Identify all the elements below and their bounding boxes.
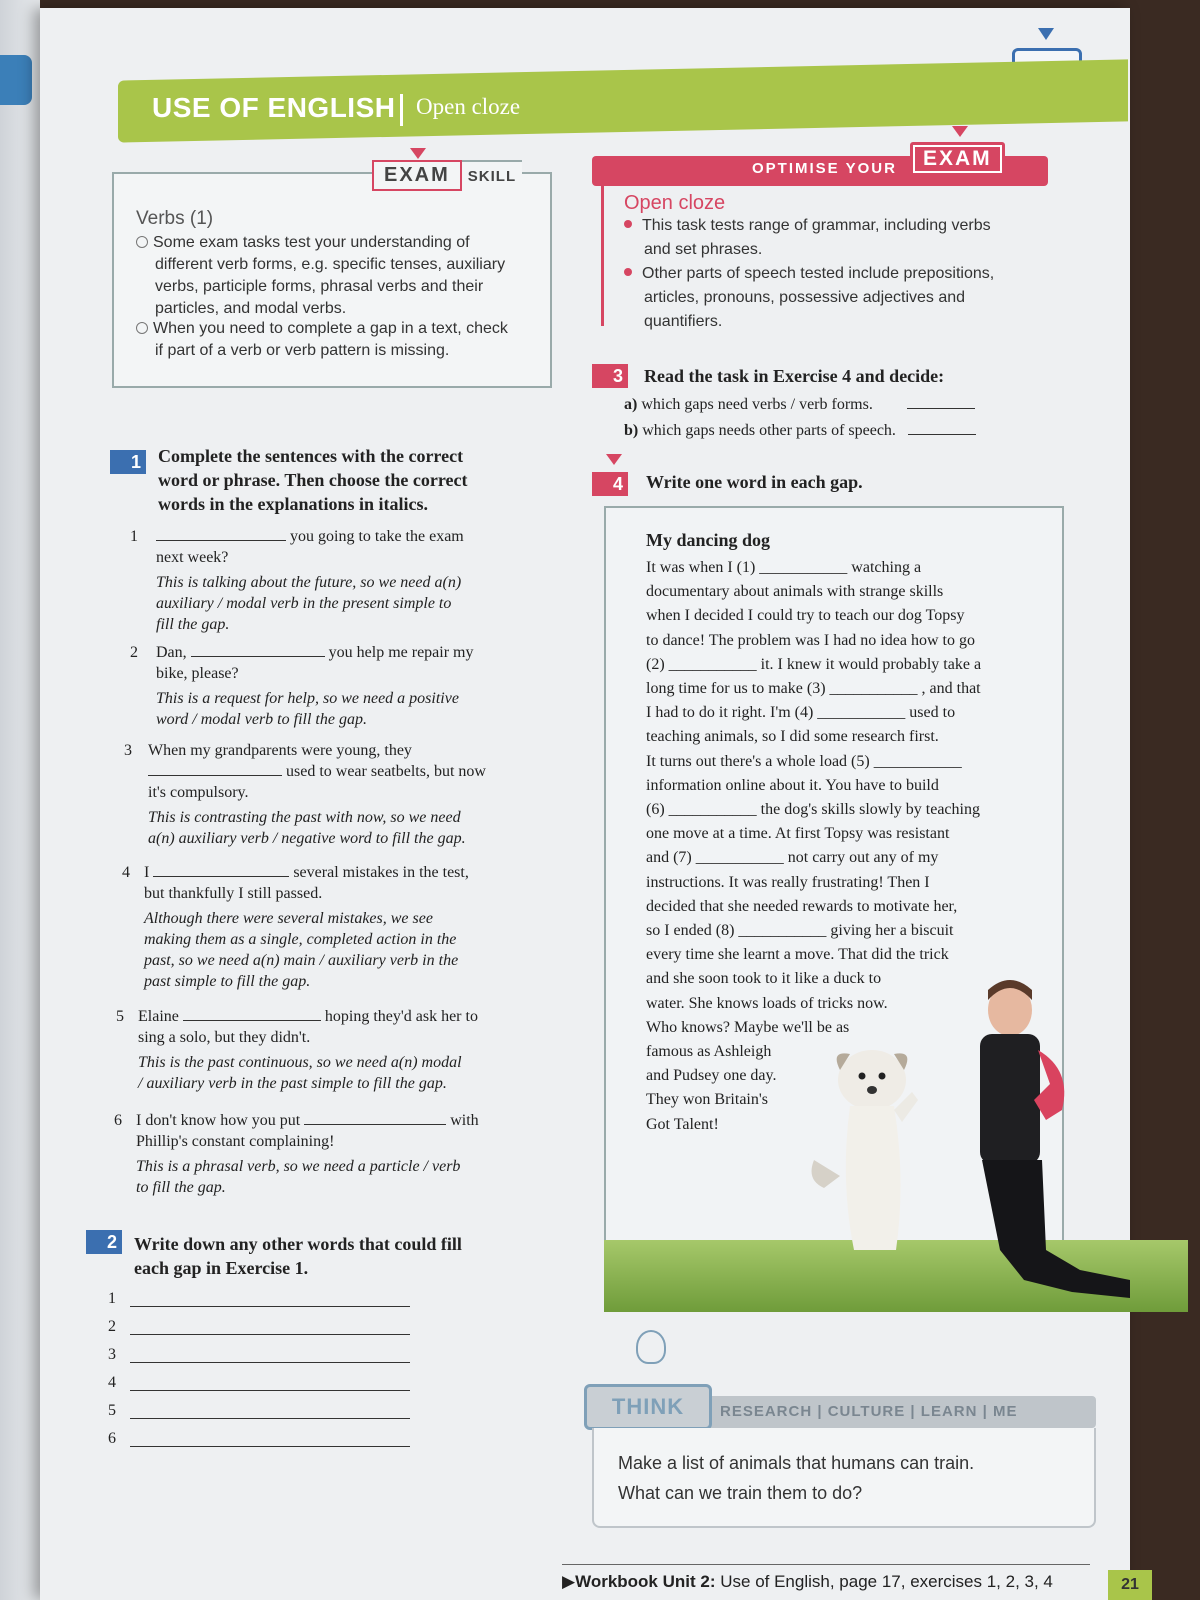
- lightbulb-icon: [636, 1330, 666, 1364]
- optimise-item: This task tests range of grammar, including verbs and set phrases.: [624, 214, 1054, 262]
- page-tab: [0, 55, 32, 105]
- answer-blank[interactable]: [148, 762, 282, 776]
- bullet-dot-icon: [624, 268, 632, 276]
- exam-skill-label: [372, 160, 522, 191]
- exercise-4-number: 4: [592, 472, 628, 496]
- page-gutter: [0, 0, 40, 1600]
- exercise-2-number: 2: [86, 1230, 122, 1254]
- answer-line[interactable]: 6: [108, 1430, 116, 1452]
- skill-item: Some exam tasks test your understanding of different verb forms, e.g. specific tenses, auxiliary verbs, participle forms, phrasal verbs and their particles, and modal verbs.: [136, 232, 536, 320]
- exercise-1-item: 6 I don't know how you put with Phillip's constant complaining! This is a phrasal verb, so we need a particle / verb to fill the gap.: [114, 1112, 479, 1196]
- answer-blank[interactable]: [183, 1007, 321, 1021]
- answer-blank[interactable]: [907, 395, 975, 409]
- think-text: Make a list of animals that humans can train. What can we train them to do?: [618, 1453, 975, 1503]
- answer-line[interactable]: 3: [108, 1346, 116, 1368]
- bullet-dot-icon: [624, 220, 632, 228]
- answer-blank[interactable]: [908, 421, 976, 435]
- exercise-1-instruction: Complete the sentences with the correct word or phrase. Then choose the correct words in the explanations in italics.: [158, 446, 468, 514]
- answer-line[interactable]: 5: [108, 1402, 116, 1424]
- exercise-1-item: 5 Elaine hoping they'd ask her to sing a solo, but they didn't. This is the past continuous, so we need a(n) modal / auxiliary verb in the past simple to fill the gap.: [116, 1008, 478, 1092]
- optimise-title: Open cloze: [624, 192, 726, 214]
- play-arrow-icon: ▶: [562, 1572, 576, 1591]
- exercise-1-item: 1 you going to take the exam next week? This is talking about the future, so we need a(n) auxiliary / modal verb in the present simple to fill the gap.: [130, 528, 464, 633]
- skill-item: When you need to complete a gap in a text, check if part of a verb or verb pattern is missing.: [136, 318, 536, 362]
- exercise-3-instruction: Read the task in Exercise 4 and decide:: [644, 366, 945, 386]
- think-nav: RESEARCH | CULTURE | LEARN | ME: [720, 1403, 1018, 1420]
- bullet-circle-icon: [136, 322, 148, 334]
- answer-blank[interactable]: [304, 1111, 446, 1125]
- answer-line[interactable]: 1: [108, 1290, 116, 1312]
- answer-line[interactable]: 2: [108, 1318, 116, 1340]
- woman-legs: [982, 1160, 1130, 1298]
- page-title: USE OF ENGLISH: [152, 92, 396, 123]
- answer-blank[interactable]: [191, 643, 325, 657]
- exercise-3-item-b: b) which gaps needs other parts of speech.: [624, 420, 1064, 441]
- story-text: It was when I (1) ___________ watching a documentary about animals with strange skills when I decided I could try to teach our dog Topsy to dance! The problem was I had no idea how to go (2) ___________ it. I knew it would probably take a long time for us to make (3) ___________ , and that I had to do it right. I'm (4) ___________ used to teaching animals, so I did some research first. It turns out there's a whole load (5) ___________ information online about it. You have to build (6) ___________ the dog's skills slowly by teaching one move at a time. At first Topsy was resistant and (7) ___________ not carry out any of my instructions. It was really frustrating! Then I decided that she needed rewards to motivate her, so I ended (8) ___________ giving her a biscuit every time she learnt a move. That did the trick and she soon took to it like a duck to water. She knows loads of tricks now. Who knows? Maybe we'll be as famous as Ashleigh and Pudsey one day. They won Britain's Got Talent!: [646, 559, 982, 1133]
- exercise-3-number: 3: [592, 364, 628, 388]
- exercise-1-number: 1: [110, 450, 146, 474]
- optimise-exam-label: EXAM: [910, 142, 1005, 176]
- optimise-item: Other parts of speech tested include prepositions, articles, pronouns, possessive adjectives and quantifiers.: [624, 262, 1054, 334]
- page-subtitle: Open cloze: [416, 94, 521, 119]
- dog-tail: [812, 1160, 840, 1188]
- unit-marker-icon: [1038, 28, 1054, 40]
- exercise-2-instruction: Write down any other words that could fill each gap in Exercise 1.: [134, 1234, 462, 1278]
- exercise-1-item: 2 Dan, you help me repair my bike, please? This is a request for help, so we need a positive word / modal verb to fill the gap.: [130, 644, 474, 728]
- bullet-circle-icon: [136, 236, 148, 248]
- skill-label: SKILL: [462, 160, 522, 191]
- exercise-1-item: 3 When my grandparents were young, they used to wear seatbelts, but now it's compulsory. This is contrasting the past with now, so we need a(n) auxiliary verb / negative word to fill the gap.: [124, 742, 486, 847]
- optimise-marker-icon: [952, 126, 968, 137]
- header-divider: [400, 94, 403, 126]
- exercise-4-instruction: Write one word in each gap.: [646, 472, 863, 492]
- optimise-label: OPTIMISE YOUR: [752, 160, 897, 177]
- think-tag: THINK: [584, 1384, 712, 1430]
- exam-label: EXAM: [372, 160, 462, 191]
- workbook-reference: ▶Workbook Unit 2: Use of English, page 17, exercises 1, 2, 3, 4: [562, 1572, 1053, 1591]
- answer-blank[interactable]: [156, 527, 286, 541]
- answer-blank[interactable]: [153, 863, 289, 877]
- exercise-3-item-a: a) which gaps need verbs / verb forms.: [624, 394, 1064, 415]
- skill-title: Verbs (1): [136, 208, 214, 229]
- story-title: My dancing dog: [646, 530, 771, 550]
- page-number: 21: [1108, 1570, 1152, 1600]
- optimise-rule: [601, 186, 604, 326]
- exercise-1-item: 4 I several mistakes in the test, but thankfully I still passed. Although there were several mistakes, we see making them as a single, completed action in the past, so we need a(n) main / auxiliary verb in the past simple to fill the gap.: [122, 864, 469, 990]
- exam-skill-marker-icon: [410, 148, 426, 159]
- answer-line[interactable]: 4: [108, 1374, 116, 1396]
- exercise-4-marker-icon: [606, 454, 622, 465]
- footer-rule: [562, 1564, 1090, 1565]
